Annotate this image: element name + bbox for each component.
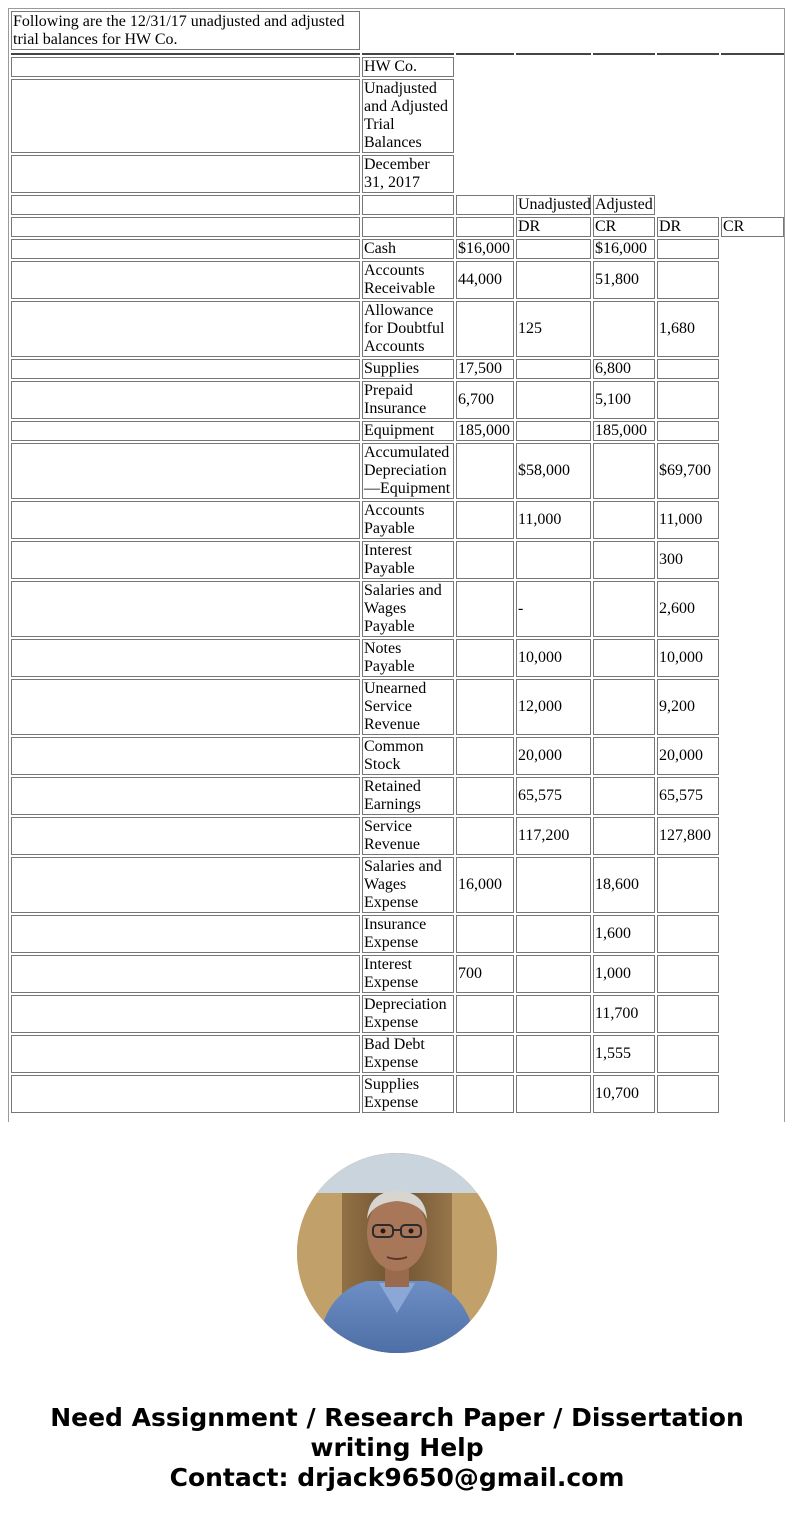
- adjusted-dr-value: [593, 443, 655, 499]
- account-row: [11, 359, 784, 379]
- blank-cell: [11, 301, 360, 357]
- blank-cell: [11, 857, 360, 913]
- unadjusted-dr-value: [456, 443, 514, 499]
- adjusted-cr-value: [657, 381, 719, 419]
- unadjusted-cr-value: [516, 421, 591, 441]
- adjusted-dr-value: [593, 679, 655, 735]
- adjusted-dr-value: 1,600: [593, 915, 655, 953]
- report-date: December 31, 2017: [362, 155, 454, 193]
- unadjusted-dr-value: [456, 639, 514, 677]
- account-row: [11, 421, 784, 441]
- unadjusted-cr-value: 10,000: [516, 639, 591, 677]
- unadjusted-dr-value: 17,500: [456, 359, 514, 379]
- blank-cell: [11, 777, 360, 815]
- adjusted-cr-value: 1,680: [657, 301, 719, 357]
- account-name: Salaries and Wages Expense: [362, 857, 454, 913]
- adjusted-dr-value: 10,700: [593, 1075, 655, 1113]
- unadjusted-cr-value: [516, 1075, 591, 1113]
- unadjusted-cr-value: 117,200: [516, 817, 591, 855]
- blank-cell: [11, 1075, 360, 1113]
- unadjusted-dr-value: [456, 581, 514, 637]
- adjusted-cr-value: 2,600: [657, 581, 719, 637]
- group-adjusted: Adjusted: [593, 195, 655, 215]
- account-row: [11, 1035, 784, 1073]
- blank-cell: [362, 217, 454, 237]
- adjusted-dr-value: [593, 817, 655, 855]
- adjusted-cr-value: [657, 955, 719, 993]
- blank-cell: [11, 57, 360, 77]
- account-row: [11, 995, 784, 1033]
- blank-cell: [11, 155, 360, 193]
- account-name: Retained Earnings: [362, 777, 454, 815]
- adjusted-cr-value: 127,800: [657, 817, 719, 855]
- account-name: Prepaid Insurance: [362, 381, 454, 419]
- adjusted-cr-value: [657, 1035, 719, 1073]
- unadjusted-cr-value: [516, 1035, 591, 1073]
- report-title: Unadjusted and Adjusted Trial Balances: [362, 79, 454, 153]
- unadjusted-cr-value: 65,575: [516, 777, 591, 815]
- account-row: [11, 857, 784, 913]
- unadjusted-dr-value: 185,000: [456, 421, 514, 441]
- adjusted-cr-value: [657, 857, 719, 913]
- adjusted-cr-value: 300: [657, 541, 719, 579]
- adjusted-cr-value: $69,700: [657, 443, 719, 499]
- account-row: [11, 301, 784, 357]
- blank-cell: [11, 359, 360, 379]
- blank-cell: [11, 261, 360, 299]
- unadjusted-dr-value: [456, 301, 514, 357]
- adjusted-cr-value: [657, 359, 719, 379]
- unadjusted-dr-value: [456, 737, 514, 775]
- account-row: [11, 261, 784, 299]
- account-row: [11, 443, 784, 499]
- blank-cell: [456, 195, 514, 215]
- unadjusted-dr-value: [456, 541, 514, 579]
- adjusted-cr-value: [657, 1075, 719, 1113]
- account-name: Equipment: [362, 421, 454, 441]
- group-unadjusted: Unadjusted: [518, 196, 591, 213]
- adjusted-cr-value: [657, 239, 719, 259]
- adjusted-cr-value: 10,000: [657, 639, 719, 677]
- account-name: Supplies: [362, 359, 454, 379]
- intro-text: Following are the 12/31/17 unadjusted and adjusted trial balances for HW Co.: [11, 11, 360, 50]
- unadjusted-cr-value: [516, 915, 591, 953]
- unadjusted-dr-value: 16,000: [456, 857, 514, 913]
- unadjusted-cr-value: [516, 541, 591, 579]
- account-row: [11, 239, 784, 259]
- blank-cell: [11, 737, 360, 775]
- adjusted-dr-value: 1,000: [593, 955, 655, 993]
- unadjusted-dr-value: [456, 777, 514, 815]
- adjusted-dr-value: 18,600: [593, 857, 655, 913]
- footer-promo: [0, 1403, 794, 1493]
- unadjusted-cr-value: [516, 359, 591, 379]
- portrait-image: [297, 1153, 497, 1353]
- account-row: [11, 501, 784, 539]
- account-name: Depreciation Expense: [362, 995, 454, 1033]
- blank-cell: [11, 501, 360, 539]
- blank-cell: [11, 1035, 360, 1073]
- unadjusted-dr-value: [456, 995, 514, 1033]
- adjusted-cr-value: [657, 421, 719, 441]
- unadjusted-cr-value: $58,000: [516, 443, 591, 499]
- adjusted-dr-value: 1,555: [593, 1035, 655, 1073]
- unadjusted-cr-value: 20,000: [516, 737, 591, 775]
- adjusted-cr-value: [657, 261, 719, 299]
- adjusted-cr-value: 11,000: [657, 501, 719, 539]
- account-row: [11, 1075, 784, 1113]
- adjusted-cr-value: 9,200: [657, 679, 719, 735]
- unadjusted-dr-value: [456, 679, 514, 735]
- adjusted-dr-value: [593, 301, 655, 357]
- account-row: [11, 817, 784, 855]
- blank-cell: [11, 541, 360, 579]
- adjusted-cr-value: 20,000: [657, 737, 719, 775]
- account-name: Unearned Service Revenue: [362, 679, 454, 735]
- blank-cell: [11, 443, 360, 499]
- blank-cell: [11, 915, 360, 953]
- blank-cell: [11, 995, 360, 1033]
- col-label-unadjusted-dr: DR: [516, 217, 591, 237]
- unadjusted-dr-value: [456, 501, 514, 539]
- blank-cell: [11, 581, 360, 637]
- unadjusted-dr-value: 700: [456, 955, 514, 993]
- unadjusted-cr-value: [516, 261, 591, 299]
- adjusted-dr-value: [593, 639, 655, 677]
- adjusted-dr-value: 6,800: [593, 359, 655, 379]
- unadjusted-dr-value: [456, 1075, 514, 1113]
- footer-line-1: Need Assignment / Research Paper / Dissertation: [50, 1403, 744, 1432]
- adjusted-dr-value: $16,000: [593, 239, 655, 259]
- trial-balance-frame: [8, 8, 785, 1122]
- account-row: [11, 679, 784, 735]
- blank-cell: [11, 421, 360, 441]
- unadjusted-cr-value: 12,000: [516, 679, 591, 735]
- adjusted-dr-value: 11,700: [593, 995, 655, 1033]
- blank-cell: [11, 239, 360, 259]
- account-row: [11, 541, 784, 579]
- footer-contact: Contact: drjack9650@gmail.com: [169, 1463, 625, 1492]
- account-name: Notes Payable: [362, 639, 454, 677]
- account-name: Cash: [362, 239, 454, 259]
- account-row: [11, 639, 784, 677]
- blank-cell: [11, 381, 360, 419]
- account-name: Insurance Expense: [362, 915, 454, 953]
- unadjusted-dr-value: 44,000: [456, 261, 514, 299]
- account-name: Salaries and Wages Payable: [362, 581, 454, 637]
- adjusted-dr-value: 185,000: [593, 421, 655, 441]
- account-row: [11, 915, 784, 953]
- adjusted-cr-value: 65,575: [657, 777, 719, 815]
- account-row: [11, 581, 784, 637]
- unadjusted-dr-value: [456, 915, 514, 953]
- blank-cell: [362, 195, 454, 215]
- adjusted-dr-value: [593, 777, 655, 815]
- author-photo: [297, 1153, 497, 1353]
- blank-cell: [11, 79, 360, 153]
- adjusted-dr-value: [593, 581, 655, 637]
- account-row: [11, 381, 784, 419]
- adjusted-dr-value: [593, 501, 655, 539]
- account-name: Common Stock: [362, 737, 454, 775]
- account-name: Interest Expense: [362, 955, 454, 993]
- adjusted-dr-value: 51,800: [593, 261, 655, 299]
- unadjusted-cr-value: [516, 955, 591, 993]
- trial-balance-table: [9, 9, 785, 1115]
- unadjusted-cr-value: [516, 995, 591, 1033]
- blank-cell: [11, 639, 360, 677]
- adjusted-dr-value: 5,100: [593, 381, 655, 419]
- blank-cell: [11, 955, 360, 993]
- account-name: Accounts Receivable: [362, 261, 454, 299]
- col-label-adjusted-dr: DR: [657, 217, 719, 237]
- unadjusted-cr-value: [516, 381, 591, 419]
- unadjusted-dr-value: [456, 1035, 514, 1073]
- unadjusted-cr-value: [516, 239, 591, 259]
- unadjusted-dr-value: $16,000: [456, 239, 514, 259]
- blank-cell: [11, 817, 360, 855]
- account-row: [11, 777, 784, 815]
- account-row: [11, 737, 784, 775]
- blank-cell: [11, 679, 360, 735]
- footer-line-2: writing Help: [310, 1433, 484, 1462]
- header-rule: [11, 52, 784, 55]
- unadjusted-cr-value: -: [516, 581, 591, 637]
- unadjusted-dr-value: 6,700: [456, 381, 514, 419]
- account-name: Bad Debt Expense: [362, 1035, 454, 1073]
- account-name: Allowance for Doubtful Accounts: [362, 301, 454, 357]
- account-name: Supplies Expense: [362, 1075, 454, 1113]
- adjusted-cr-value: [657, 915, 719, 953]
- blank-cell: [11, 217, 360, 237]
- adjusted-cr-value: [657, 995, 719, 1033]
- account-name: Accumulated Depreciation—Equipment: [362, 443, 454, 499]
- company-name: HW Co.: [362, 57, 454, 77]
- account-name: Interest Payable: [362, 541, 454, 579]
- blank-cell: [11, 195, 360, 215]
- account-row: [11, 955, 784, 993]
- adjusted-dr-value: [593, 737, 655, 775]
- unadjusted-dr-value: [456, 817, 514, 855]
- account-name: Service Revenue: [362, 817, 454, 855]
- unadjusted-cr-value: [516, 857, 591, 913]
- col-label-unadjusted-cr: CR: [593, 217, 655, 237]
- unadjusted-cr-value: 125: [516, 301, 591, 357]
- blank-cell: [456, 217, 514, 237]
- adjusted-dr-value: [593, 541, 655, 579]
- unadjusted-cr-value: 11,000: [516, 501, 591, 539]
- account-name: Accounts Payable: [362, 501, 454, 539]
- col-label-adjusted-cr: CR: [721, 217, 784, 237]
